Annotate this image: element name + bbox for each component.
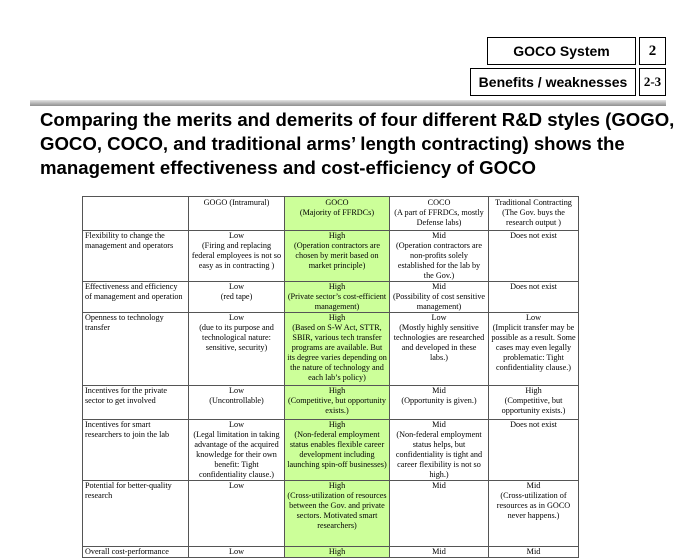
- cell-goco: High (Private sector’s cost-efficient management): [285, 282, 390, 313]
- subsection-number: 2-3: [643, 74, 662, 89]
- cell-coco: Mid (Possibility of cost sensitive management): [390, 282, 489, 313]
- cell-goco: High: [285, 547, 390, 558]
- table-row: [83, 386, 579, 420]
- column-header-4: Traditional Contracting (The Gov. buys the research output ): [489, 197, 579, 231]
- cell-trad: High (Competitive, but opportunity exists.): [489, 386, 579, 420]
- page-number-box: [639, 37, 666, 65]
- cell-gogo: Low (Legal limitation in taking advantage of the acquired knowledge for their own benefit: Tight confidentiality clause.): [189, 420, 285, 481]
- slide-headline: Comparing the merits and demerits of four different R&D styles (GOGO, GOCO, COCO, and traditional arms’ length contracting) shows the management effectiveness and cost-efficiency of GOCO: [40, 109, 675, 178]
- row-label: Potential for better-quality research: [83, 481, 189, 547]
- cell-gogo: Low (Firing and replacing federal employees is not so easy as in contracting ): [189, 231, 285, 282]
- cell-trad: Low (Implicit transfer may be possible as a result. Some cases may even legally problematic: Tight confidentiality clause.): [489, 313, 579, 386]
- cell-trad: Mid: [489, 547, 579, 558]
- table-row: [83, 481, 579, 547]
- row-label: Overall cost-performance: [83, 547, 189, 558]
- cell-gogo: Low (red tape): [189, 282, 285, 313]
- cell-trad: Does not exist: [489, 282, 579, 313]
- subsection-title: Benefits / weaknesses: [478, 74, 628, 90]
- cell-goco: High (Operation contractors are chosen by merit based on market principle): [285, 231, 390, 282]
- subsection-title-box: [470, 68, 636, 96]
- cell-trad: Mid (Cross-utilization of resources as in GOCO never happens.): [489, 481, 579, 547]
- table-row: [83, 420, 579, 481]
- cell-coco: Low (Mostly highly sensitive technologies are researched and developed in these labs.): [390, 313, 489, 386]
- table-row: [83, 231, 579, 282]
- cell-coco: Mid: [390, 481, 489, 547]
- row-label: Flexibility to change the management and operators: [83, 231, 189, 282]
- cell-gogo: Low (due to its purpose and technological nature: sensitive, security): [189, 313, 285, 386]
- column-header-3: COCO (A part of FFRDCs, mostly Defense labs): [390, 197, 489, 231]
- cell-goco: High (Cross-utilization of resources between the Gov. and private sectors. Motivated smart researchers): [285, 481, 390, 547]
- cell-trad: Does not exist: [489, 231, 579, 282]
- comparison-table: [82, 196, 579, 558]
- section-title-box: [487, 37, 636, 65]
- cell-gogo: Low (Uncontrollable): [189, 386, 285, 420]
- cell-coco: Mid: [390, 547, 489, 558]
- table-header-row: [83, 197, 579, 231]
- column-header-2: GOCO (Majority of FFRDCs): [285, 197, 390, 231]
- page-number: 2: [648, 42, 657, 59]
- row-label: Incentives for smart researchers to join the lab: [83, 420, 189, 481]
- cell-gogo: Low: [189, 481, 285, 547]
- cell-coco: Mid (Opportunity is given.): [390, 386, 489, 420]
- cell-coco: Mid (Operation contractors are non-profits solely established for the lab by the Gov.): [390, 231, 489, 282]
- row-label: Effectiveness and efficiency of management and operation: [83, 282, 189, 313]
- column-header-0: [83, 197, 189, 231]
- column-header-1: GOGO (Intramural): [189, 197, 285, 231]
- row-label: Openness to technology transfer: [83, 313, 189, 386]
- cell-trad: Does not exist: [489, 420, 579, 481]
- cell-coco: Mid (Non-federal employment status helps, but confidentiality is tight and career flexibility is not so high.): [390, 420, 489, 481]
- header-divider: [30, 100, 666, 106]
- table-row: [83, 313, 579, 386]
- row-label: Incentives for the private sector to get involved: [83, 386, 189, 420]
- cell-gogo: Low: [189, 547, 285, 558]
- table-row: [83, 547, 579, 558]
- subsection-number-box: [639, 68, 666, 96]
- section-title: GOCO System: [513, 43, 610, 59]
- cell-goco: High (Based on S-W Act, STTR, SBIR, various tech transfer programs are available. But its degree varies depending on the nature of technology and each lab’s policy): [285, 313, 390, 386]
- table-row: [83, 282, 579, 313]
- cell-goco: High (Non-federal employment status enables flexible career development including launching spin-off businesses): [285, 420, 390, 481]
- cell-goco: High (Competitive, but opportunity exists.): [285, 386, 390, 420]
